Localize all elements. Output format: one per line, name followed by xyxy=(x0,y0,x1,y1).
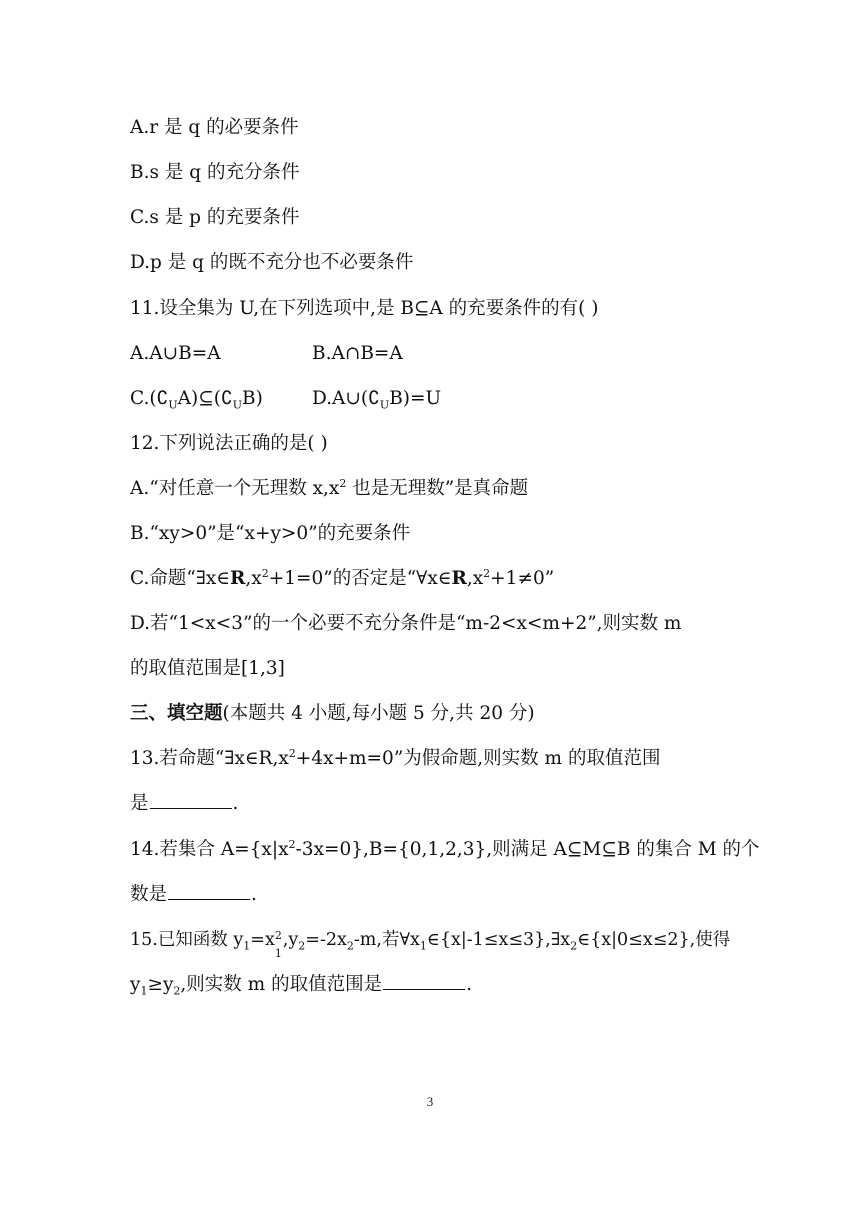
question-15-line1: 15.已知函数 $y_1=x$ 2 1 $,y_2=-2x_2-m$,若$\forall x_1\in\{x|-1\le x\le 3\},\exists x_2\in\{x|0\le x\le 2\}$,使得 xyxy=(130,929,731,960)
answer-blank-14[interactable] xyxy=(168,883,250,900)
answer-blank-15[interactable] xyxy=(383,973,465,990)
option-12a: A.“对任意一个无理数 $x,x^2$ 也是无理数”是真命题 xyxy=(130,476,529,499)
option-10a: A.r 是 q 的必要条件 xyxy=(130,117,299,138)
question-13-line2: 是 . xyxy=(130,793,239,814)
option-11d: $D.A\cup(∁_UB)=U$ xyxy=(312,388,442,412)
question-15-line2: $y_1\ge y_2$,则实数 m 的取值范围是 . xyxy=(130,974,472,998)
answer-blank-13[interactable] xyxy=(150,792,232,809)
option-10c: C.s 是 p 的充要条件 xyxy=(130,207,300,228)
option-12d-line1: D.若“1<x<3”的一个必要不充分条件是“m-2<x<m+2”,则实数 m xyxy=(130,613,682,634)
question-11-row1 xyxy=(130,342,730,366)
page-number: 3 xyxy=(426,1094,434,1109)
question-13-line1: 13.若命题“$\exists x\in R,x^2+4x+m=0$”为假命题,则实数 m 的取值范围 xyxy=(130,746,661,769)
option-11b: B.A∩B=A xyxy=(312,343,403,364)
option-10d: D.p 是 q 的既不充分也不必要条件 xyxy=(130,252,414,273)
option-12d-line2: 的取值范围是[1,3] xyxy=(130,658,285,679)
question-14-line1: 14.若集合 $A=\{x|x^2-3x=0\},B=\{0,1,2,3\}$,则满足 A⊆M⊆B 的集合 M 的个 xyxy=(130,837,760,860)
option-10b: B.s 是 q 的充分条件 xyxy=(130,162,300,183)
question-14-line2: 数是 . xyxy=(130,884,257,905)
option-11c: $C.(∁_UA)⊆(∁_UB)$ xyxy=(130,388,263,412)
option-11a: A.A∪B=A xyxy=(130,343,221,364)
section-3-heading: 三、填空题(本题共 4 小题,每小题 5 分,共 20 分) xyxy=(130,703,535,724)
question-12-stem: 12.下列说法正确的是( ) xyxy=(130,433,328,454)
question-11-stem: 11.设全集为 U,在下列选项中,是 B⊆A 的充要条件的有( ) xyxy=(130,298,599,319)
option-12c: C.命题“$\exists x\in R,x^2+1=0$”的否定是“$\forall x\in R,x^2+1\ne 0$” xyxy=(130,566,555,589)
question-11-row2 xyxy=(130,387,730,411)
option-12b: B.“xy>0”是“x+y>0”的充要条件 xyxy=(130,523,411,544)
